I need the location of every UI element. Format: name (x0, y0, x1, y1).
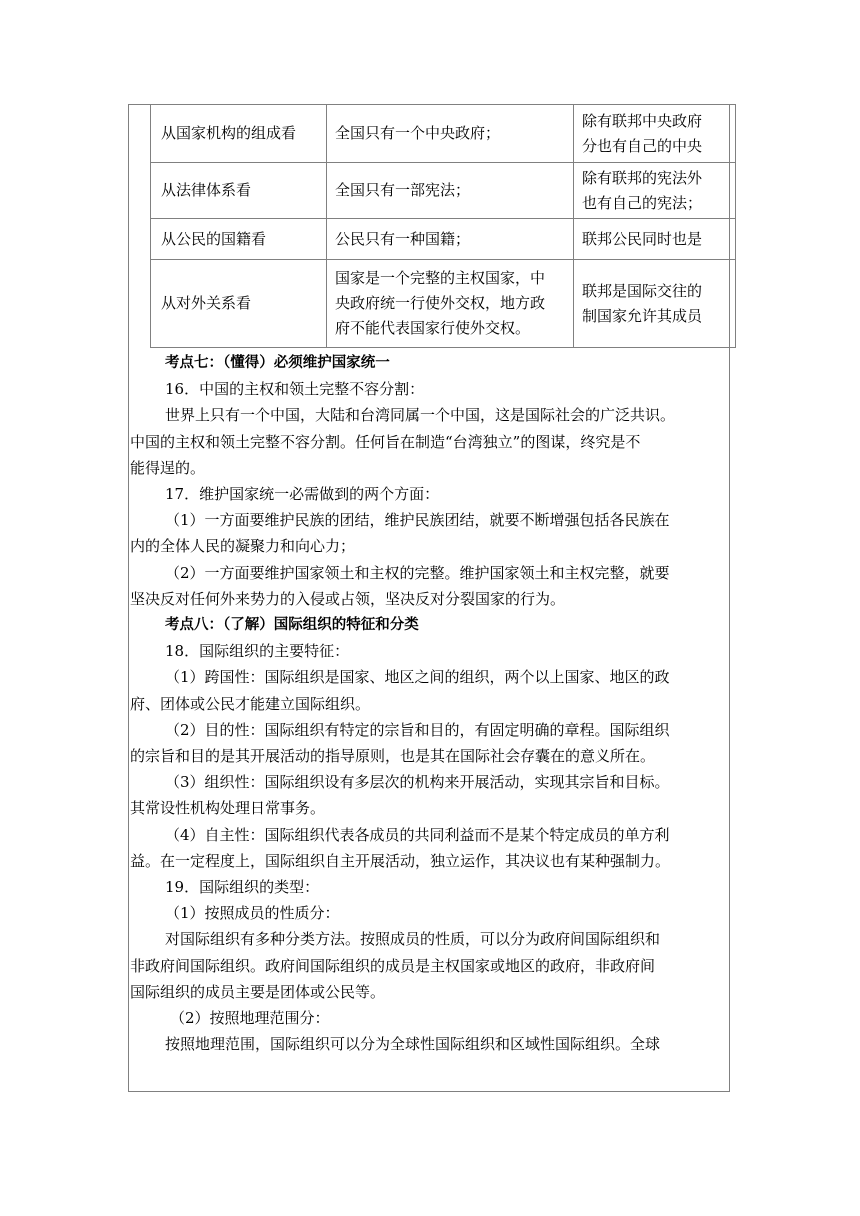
item-title: 17．维护国家统一必需做到的两个方面： (165, 485, 440, 504)
paragraph-line: 益。在一定程度上，国际组织自主开展活动，独立运作，其决议也有某种强制力。 (130, 851, 671, 870)
sub-item-title: （1）按照成员的性质分： (165, 904, 340, 923)
paragraph-line: 能得逞的。 (130, 458, 206, 477)
paragraph-line: 的宗旨和目的是其开展活动的指导原则，也是其在国际社会存囊在的意义所在。 (130, 747, 656, 766)
unitary-line: 国家是一个完整的主权国家，中 (335, 269, 546, 287)
row-aspect: 从公民的国籍看 (151, 219, 327, 260)
row-aspect: 从国家机构的组成看 (151, 105, 327, 163)
item-title: 16．中国的主权和领土完整不容分割： (165, 380, 425, 399)
paragraph-line: （3）组织性：国际组织设有多层次的机构来开展活动，实现其宗旨和目标。 (165, 773, 670, 792)
row-federal: 联邦公民同时也是 (574, 219, 736, 260)
row-unitary: 公民只有一种国籍； (327, 219, 574, 260)
paragraph-line: 其常设性机构处理日常事务。 (130, 799, 326, 818)
table-row (151, 219, 736, 260)
paragraph-line: 府、团体或公民才能建立国际组织。 (130, 694, 371, 713)
table-row (151, 260, 736, 348)
paragraph-line: 世界上只有一个中国，大陆和台湾同属一个中国，这是国际社会的广泛共识。 (165, 406, 676, 425)
row-unitary (327, 260, 574, 348)
federal-line: 制国家允许其成员 (582, 306, 703, 325)
item-title: 19．国际组织的类型： (165, 878, 320, 897)
federal-line: 联邦是国际交往的 (582, 281, 703, 300)
paragraph-line: 按照地理范围，国际组织可以分为全球性国际组织和区域性国际组织。全球 (165, 1035, 661, 1054)
document-body (130, 350, 730, 1057)
paragraph-line: （4）自主性：国际组织代表各成员的共同利益而不是某个特定成员的单方利 (165, 825, 670, 844)
federal-line: 除有联邦的宪法外 (582, 168, 703, 187)
item-title: 18．国际组织的主要特征： (165, 642, 350, 661)
row-federal (574, 163, 736, 219)
federal-line: 也有自己的宪法； (582, 193, 703, 212)
federal-line: 分也有自己的中央 (582, 136, 703, 155)
section-heading: 考点七：（懂得）必须维护国家统一 (165, 355, 390, 371)
section-heading: 考点八：（了解）国际组织的特征和分类 (165, 617, 419, 634)
unitary-line: 央政府统一行使外交权，地方政 (335, 294, 546, 312)
paragraph-line: （1）跨国性：国际组织是国家、地区之间的组织，两个以上国家、地区的政 (165, 668, 670, 687)
unitary-line: 府不能代表国家行使外交权。 (335, 319, 531, 337)
row-unitary: 全国只有一部宪法； (327, 163, 574, 219)
comparison-table (150, 104, 736, 348)
federal-line: 除有联邦中央政府 (582, 111, 703, 130)
paragraph-line: （1）一方面要维护民族的团结，维护民族团结，就要不断增强包括各民族在 (165, 511, 670, 530)
row-federal (574, 260, 736, 348)
row-aspect: 从法律体系看 (151, 163, 327, 219)
paragraph-line: 坚决反对任何外来势力的入侵或占领，坚决反对分裂国家的行为。 (130, 589, 566, 608)
paragraph-line: 中国的主权和领土完整不容分割。任何旨在制造“台湾独立”的图谋，终究是不 (130, 432, 641, 451)
table-row (151, 105, 736, 163)
paragraph-line: （2）一方面要维护国家领土和主权的完整。维护国家领土和主权完整，就要 (165, 563, 670, 582)
sub-item-title: （2）按照地理范围分： (170, 1009, 330, 1028)
paragraph-line: 内的全体人民的凝聚力和向心力； (130, 537, 356, 556)
table-row (151, 163, 736, 219)
row-federal (574, 105, 736, 163)
paragraph-line: （2）目的性：国际组织有特定的宗旨和目的，有固定明确的章程。国际组织 (165, 720, 670, 739)
paragraph-line: 非政府间国际组织。政府间国际组织的成员是主权国家或地区的政府，非政府间 (130, 956, 656, 975)
row-unitary: 全国只有一个中央政府； (327, 105, 574, 163)
row-aspect: 从对外关系看 (151, 260, 327, 348)
paragraph-line: 国际组织的成员主要是团体或公民等。 (130, 982, 386, 1001)
paragraph-line: 对国际组织有多种分类方法。按照成员的性质，可以分为政府间国际组织和 (165, 930, 661, 949)
